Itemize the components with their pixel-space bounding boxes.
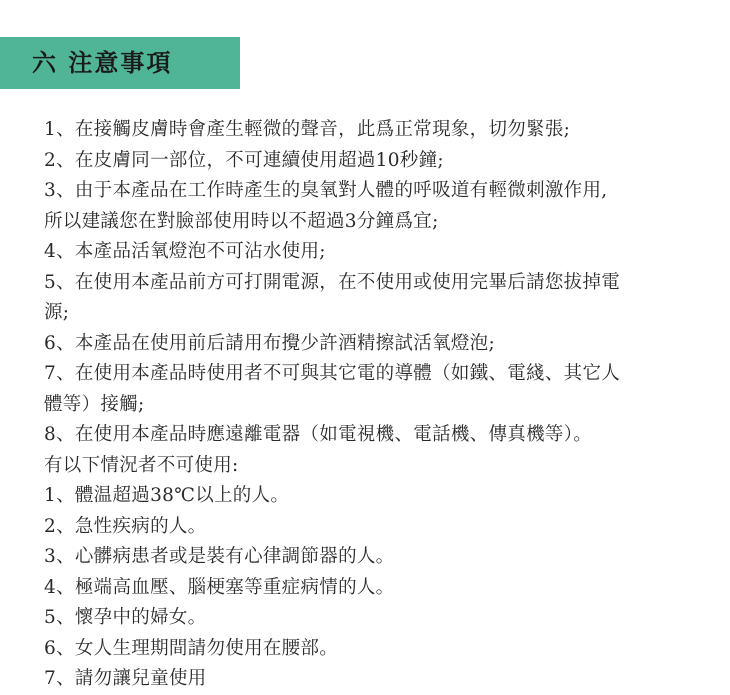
list-item: 7、在使用本產品時使用者不可與其它電的導體（如鐵、電綫、其它人 <box>44 363 621 384</box>
list-item: 1、體温超過38℃以上的人。 <box>44 485 290 506</box>
precautions-list <box>44 115 684 695</box>
list-item: 4、極端高血壓、腦梗塞等重症病情的人。 <box>44 576 395 598</box>
list-item: 6、女人生理期間請勿使用在腰部。 <box>44 637 339 659</box>
list-item: 2、急性疾病的人。 <box>44 515 207 537</box>
list-item: 8、在使用本產品時應遠離電器（如電視機、電話機、傳真機等）。 <box>44 424 593 445</box>
list-item: 3、心髒病患者或是裝有心律調節器的人。 <box>44 546 395 567</box>
list-item: 2、在皮膚同一部位，不可連續使用超過10秒鐘; <box>44 149 444 171</box>
list-item: 體等）接觸; <box>44 393 145 415</box>
subsection-heading: 有以下情況者不可使用: <box>44 454 239 476</box>
list-item: 所以建議您在對臉部使用時以不超過3分鐘爲宜; <box>44 210 439 232</box>
list-item: 5、懷孕中的婦女。 <box>44 607 207 628</box>
list-item: 7、請勿讓兒童使用 <box>44 668 207 689</box>
section-title: 六 注意事項 <box>32 48 173 77</box>
list-item: 6、本產品在使用前后請用布攪少許酒精擦試活氧燈泡; <box>44 332 496 354</box>
list-item: 源; <box>44 302 70 323</box>
list-item: 4、本產品活氧燈泡不可沾水使用; <box>44 241 326 262</box>
list-item: 5、在使用本產品前方可打開電源，在不使用或使用完畢后請您拔掉電 <box>44 271 621 293</box>
list-item: 1、在接觸皮膚時會產生輕微的聲音，此爲正常現象，切勿緊張; <box>44 119 571 140</box>
list-item: 3、由于本產品在工作時產生的臭氧對人體的呼吸道有輕微刺激作用, <box>44 180 608 201</box>
